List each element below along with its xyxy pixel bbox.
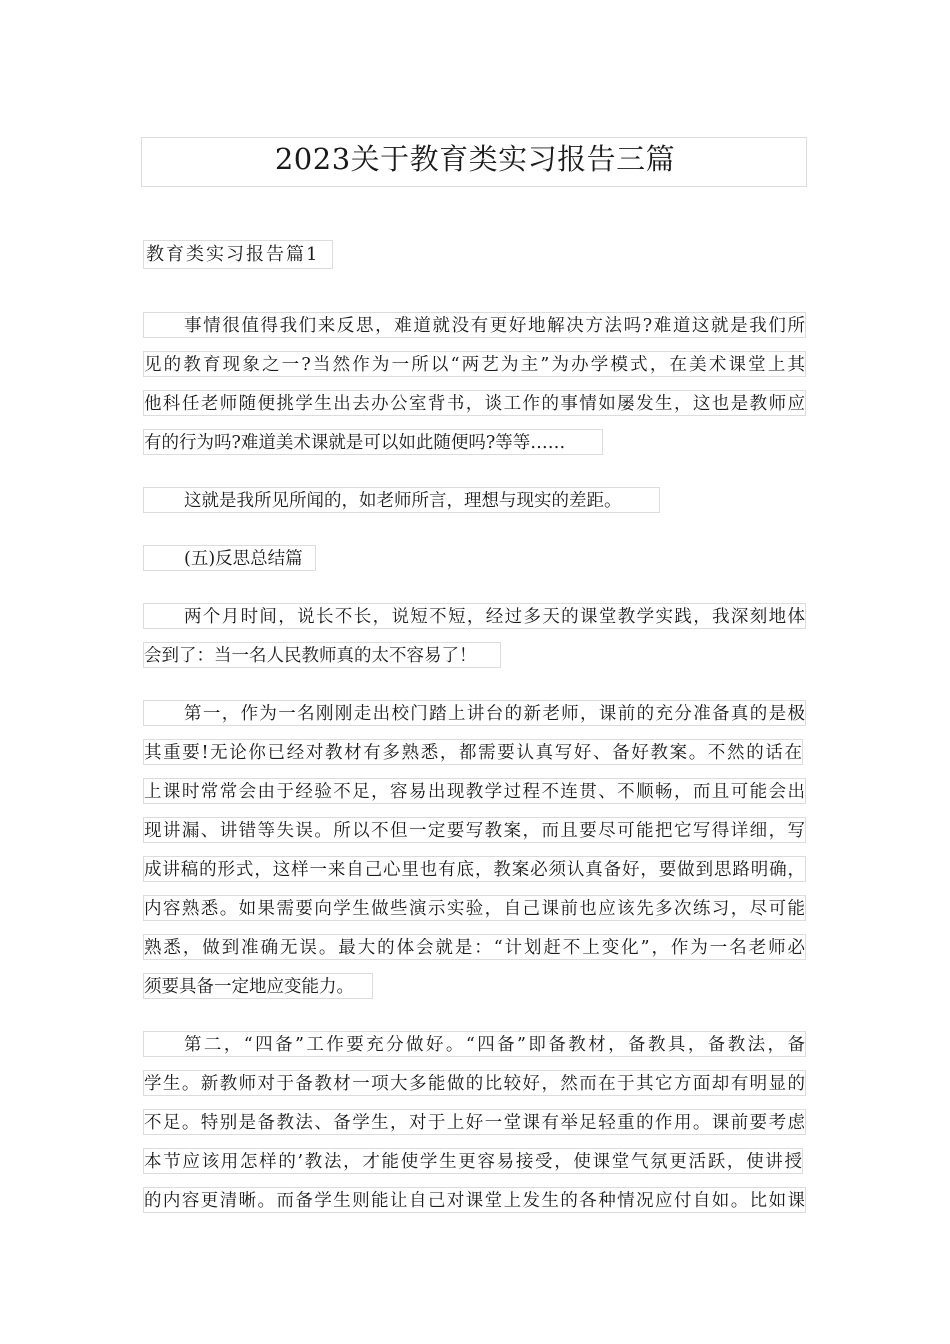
text-line: 会到了：当一名人民教师真的太不容易了！ (143, 642, 501, 668)
text-line: 上课时常常会由于经验不足，容易出现教学过程不连贯、不顺畅，而且可能会出 (143, 778, 806, 804)
text-line: 第二，“四备”工作要充分做好。“四备”即备教材，备教具，备教法，备 (143, 1031, 806, 1057)
text-line: (五)反思总结篇 (143, 545, 316, 571)
document-title: 2023关于教育类实习报告三篇 (274, 142, 676, 176)
text-line: 成讲稿的形式，这样一来自己心里也有底，教案必须认真备好，要做到思路明确， (143, 856, 806, 882)
text-line: 第一，作为一名刚刚走出校门踏上讲台的新老师，课前的充分准备真的是极 (143, 700, 806, 726)
text-line: 不足。特别是备教法、备学生，对于上好一堂课有举足轻重的作用。课前要考虑 (143, 1109, 806, 1135)
text-line: 熟悉，做到准确无误。最大的体会就是：“计划赶不上变化”，作为一名老师必 (143, 934, 806, 960)
text-line: 事情很值得我们来反思，难道就没有更好地解决方法吗?难道这就是我们所 (143, 312, 806, 338)
text-line: 两个月时间，说长不长，说短不短，经过多天的课堂教学实践，我深刻地体 (143, 603, 806, 629)
section-heading: 教育类实习报告篇1 (143, 240, 333, 269)
text-line: 内容熟悉。如果需要向学生做些演示实验，自己课前也应该先多次练习，尽可能 (143, 895, 806, 921)
text-line: 有的行为吗?难道美术课就是可以如此随便吗?等等…… (143, 429, 603, 455)
text-line: 学生。新教师对于备教材一项大多能做的比较好，然而在于其它方面却有明显的 (143, 1070, 806, 1096)
text-line: 这就是我所见所闻的，如老师所言，理想与现实的差距。 (143, 487, 660, 513)
text-line: 他科任老师随便挑学生出去办公室背书，谈工作的事情如屡发生，这也是教师应 (143, 390, 806, 416)
text-line: 见的教育现象之一?当然作为一所以“两艺为主”为办学模式，在美术课堂上其 (143, 351, 806, 377)
text-line: 须要具备一定地应变能力。 (143, 973, 373, 999)
text-line: 本节应该用怎样的’教法，才能使学生更容易接受，使课堂气氛更活跃，使讲授 (143, 1148, 803, 1174)
text-line: 的内容更清晰。而备学生则能让自己对课堂上发生的各种情况应付自如。比如课 (143, 1187, 806, 1213)
text-line: 其重要!无论你已经对教材有多熟悉，都需要认真写好、备好教案。不然的话在 (143, 739, 803, 765)
text-line: 现讲漏、讲错等失误。所以不但一定要写教案，而且要尽可能把它写得详细，写 (143, 817, 806, 843)
